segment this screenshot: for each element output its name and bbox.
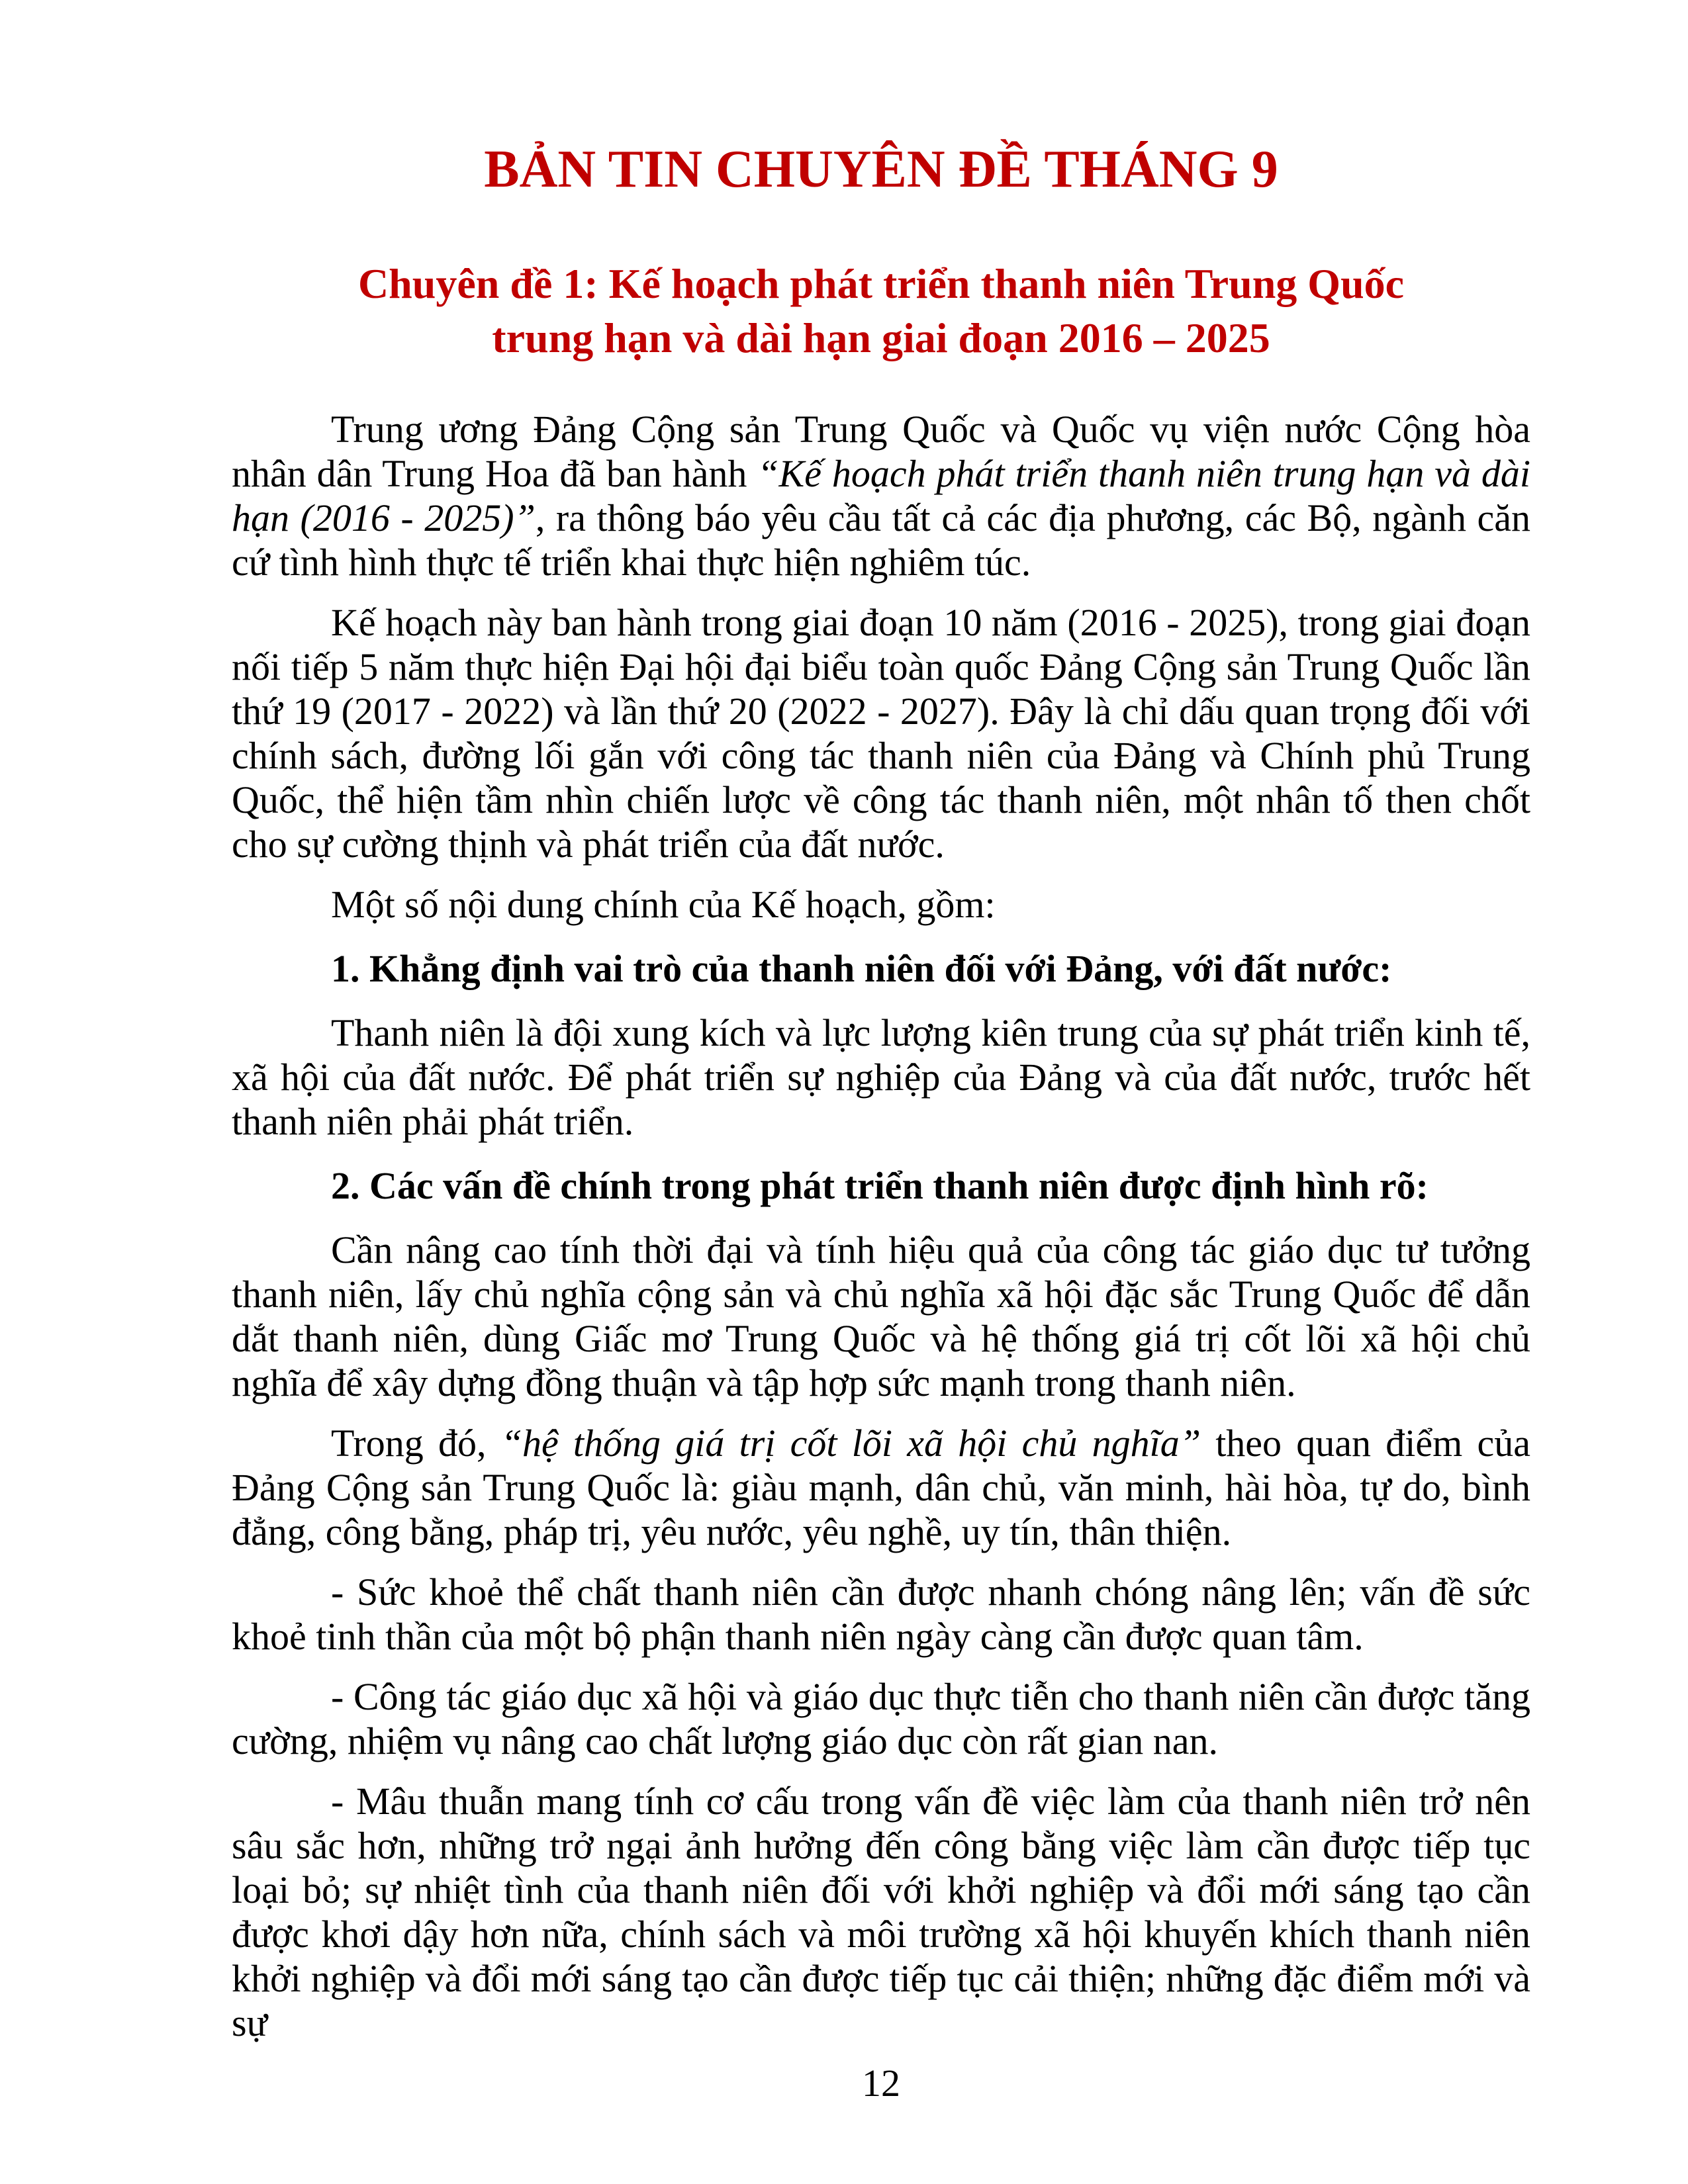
text-run: theo quan điểm của Đảng Cộng sản Trung Quốc là: giàu mạnh, dân chủ, văn minh, hài hòa, tự do, bình đẳng, công bằng, pháp trị, yêu nước, yêu nghề, uy tín, thân thiện. xyxy=(232,1422,1530,1554)
text-run: Kế hoạch này ban hành trong giai đoạn 10 năm (2016 - 2025), trong giai đoạn nối tiếp 5 năm thực hiện Đại hội đại biểu toàn quốc Đảng Cộng sản Trung Quốc lần thứ 19 (2017 - 2022) và lần thứ 20 (2022 - 2027). Đây là chỉ dấu quan trọng đối với chính sách, đường lối gắn với công tác thanh niên của Đảng và Chính phủ Trung Quốc, thể hiện tầm nhìn chiến lược về công tác thanh niên, một nhân tố then chốt cho sự cường thịnh và phát triển của đất nước. xyxy=(232,601,1530,866)
text-run: 2. Các vấn đề chính trong phát triển thanh niên được định hình rõ: xyxy=(331,1164,1429,1208)
paragraph xyxy=(232,1228,1530,1405)
document-body xyxy=(232,407,1530,2045)
paragraph xyxy=(232,1011,1530,1144)
text-run: Thanh niên là đội xung kích và lực lượng kiên trung của sự phát triển kinh tế, xã hội của đất nước. Để phát triển sự nghiệp của Đảng và của đất nước, trước hết thanh niên phải phát triển. xyxy=(232,1011,1530,1144)
text-run: Trung ương Đảng Cộng sản Trung Quốc và Quốc vụ viện nước Cộng hòa nhân dân Trung Hoa đã ban hành xyxy=(232,408,1530,496)
paragraph xyxy=(232,600,1530,866)
paragraph xyxy=(232,1779,1530,2045)
document-subtitle xyxy=(232,257,1530,365)
section-heading xyxy=(232,1163,1530,1208)
text-run: - Công tác giáo dục xã hội và giáo dục thực tiễn cho thanh niên cần được tăng cường, nhiệm vụ nâng cao chất lượng giáo dục còn rất gian nan. xyxy=(232,1675,1530,1763)
paragraph xyxy=(232,882,1530,927)
text-run: Một số nội dung chính của Kế hoạch, gồm: xyxy=(331,883,996,927)
text-run: Trong đó, xyxy=(331,1422,501,1465)
text-run: - Sức khoẻ thể chất thanh niên cần được nhanh chóng nâng lên; vấn đề sức khoẻ tinh thần của một bộ phận thanh niên ngày càng cần được quan tâm. xyxy=(232,1570,1530,1659)
text-run: , ra thông báo yêu cầu tất cả các địa phương, các Bộ, ngành căn cứ tình hình thực tế triển khai thực hiện nghiêm túc. xyxy=(232,496,1530,584)
text-run: - Mâu thuẫn mang tính cơ cấu trong vấn đề việc làm của thanh niên trở nên sâu sắc hơn, những trở ngại ảnh hưởng đến công bằng việc làm cần được tiếp tục loại bỏ; sự nhiệt tình của thanh niên đối với khởi nghiệp và đổi mới sáng tạo cần được khơi dậy hơn nữa, chính sách và môi trường xã hội khuyến khích thanh niên khởi nghiệp và đổi mới sáng tạo cần được tiếp tục cải thiện; những đặc điểm mới và sự xyxy=(232,1780,1530,2045)
italic-text-run: “Kế hoạch phát triển thanh niên trung hạn và dài hạn (2016 - 2025)” xyxy=(232,452,1530,540)
document-content xyxy=(232,140,1530,2105)
paragraph xyxy=(232,1570,1530,1659)
page-number: 12 xyxy=(862,2062,900,2105)
section-heading xyxy=(232,946,1530,991)
document-subtitle-line2: trung hạn và dài hạn giai đoạn 2016 – 2025 xyxy=(492,314,1270,361)
paragraph xyxy=(232,407,1530,584)
italic-text-run: “hệ thống giá trị cốt lõi xã hội chủ nghĩa” xyxy=(500,1422,1201,1465)
text-run: Cần nâng cao tính thời đại và tính hiệu quả của công tác giáo dục tư tưởng thanh niên, lấy chủ nghĩa cộng sản và chủ nghĩa xã hội đặc sắc Trung Quốc để dẫn dắt thanh niên, dùng Giấc mơ Trung Quốc và hệ thống giá trị cốt lõi xã hội chủ nghĩa để xây dựng đồng thuận và tập hợp sức mạnh trong thanh niên. xyxy=(232,1228,1530,1405)
document-subtitle-line1: Chuyên đề 1: Kế hoạch phát triển thanh niên Trung Quốc xyxy=(357,259,1405,307)
paragraph xyxy=(232,1421,1530,1554)
paragraph xyxy=(232,1674,1530,1763)
text-run: 1. Khẳng định vai trò của thanh niên đối với Đảng, với đất nước: xyxy=(331,947,1392,991)
document-title: BẢN TIN CHUYÊN ĐỀ THÁNG 9 xyxy=(484,140,1278,199)
